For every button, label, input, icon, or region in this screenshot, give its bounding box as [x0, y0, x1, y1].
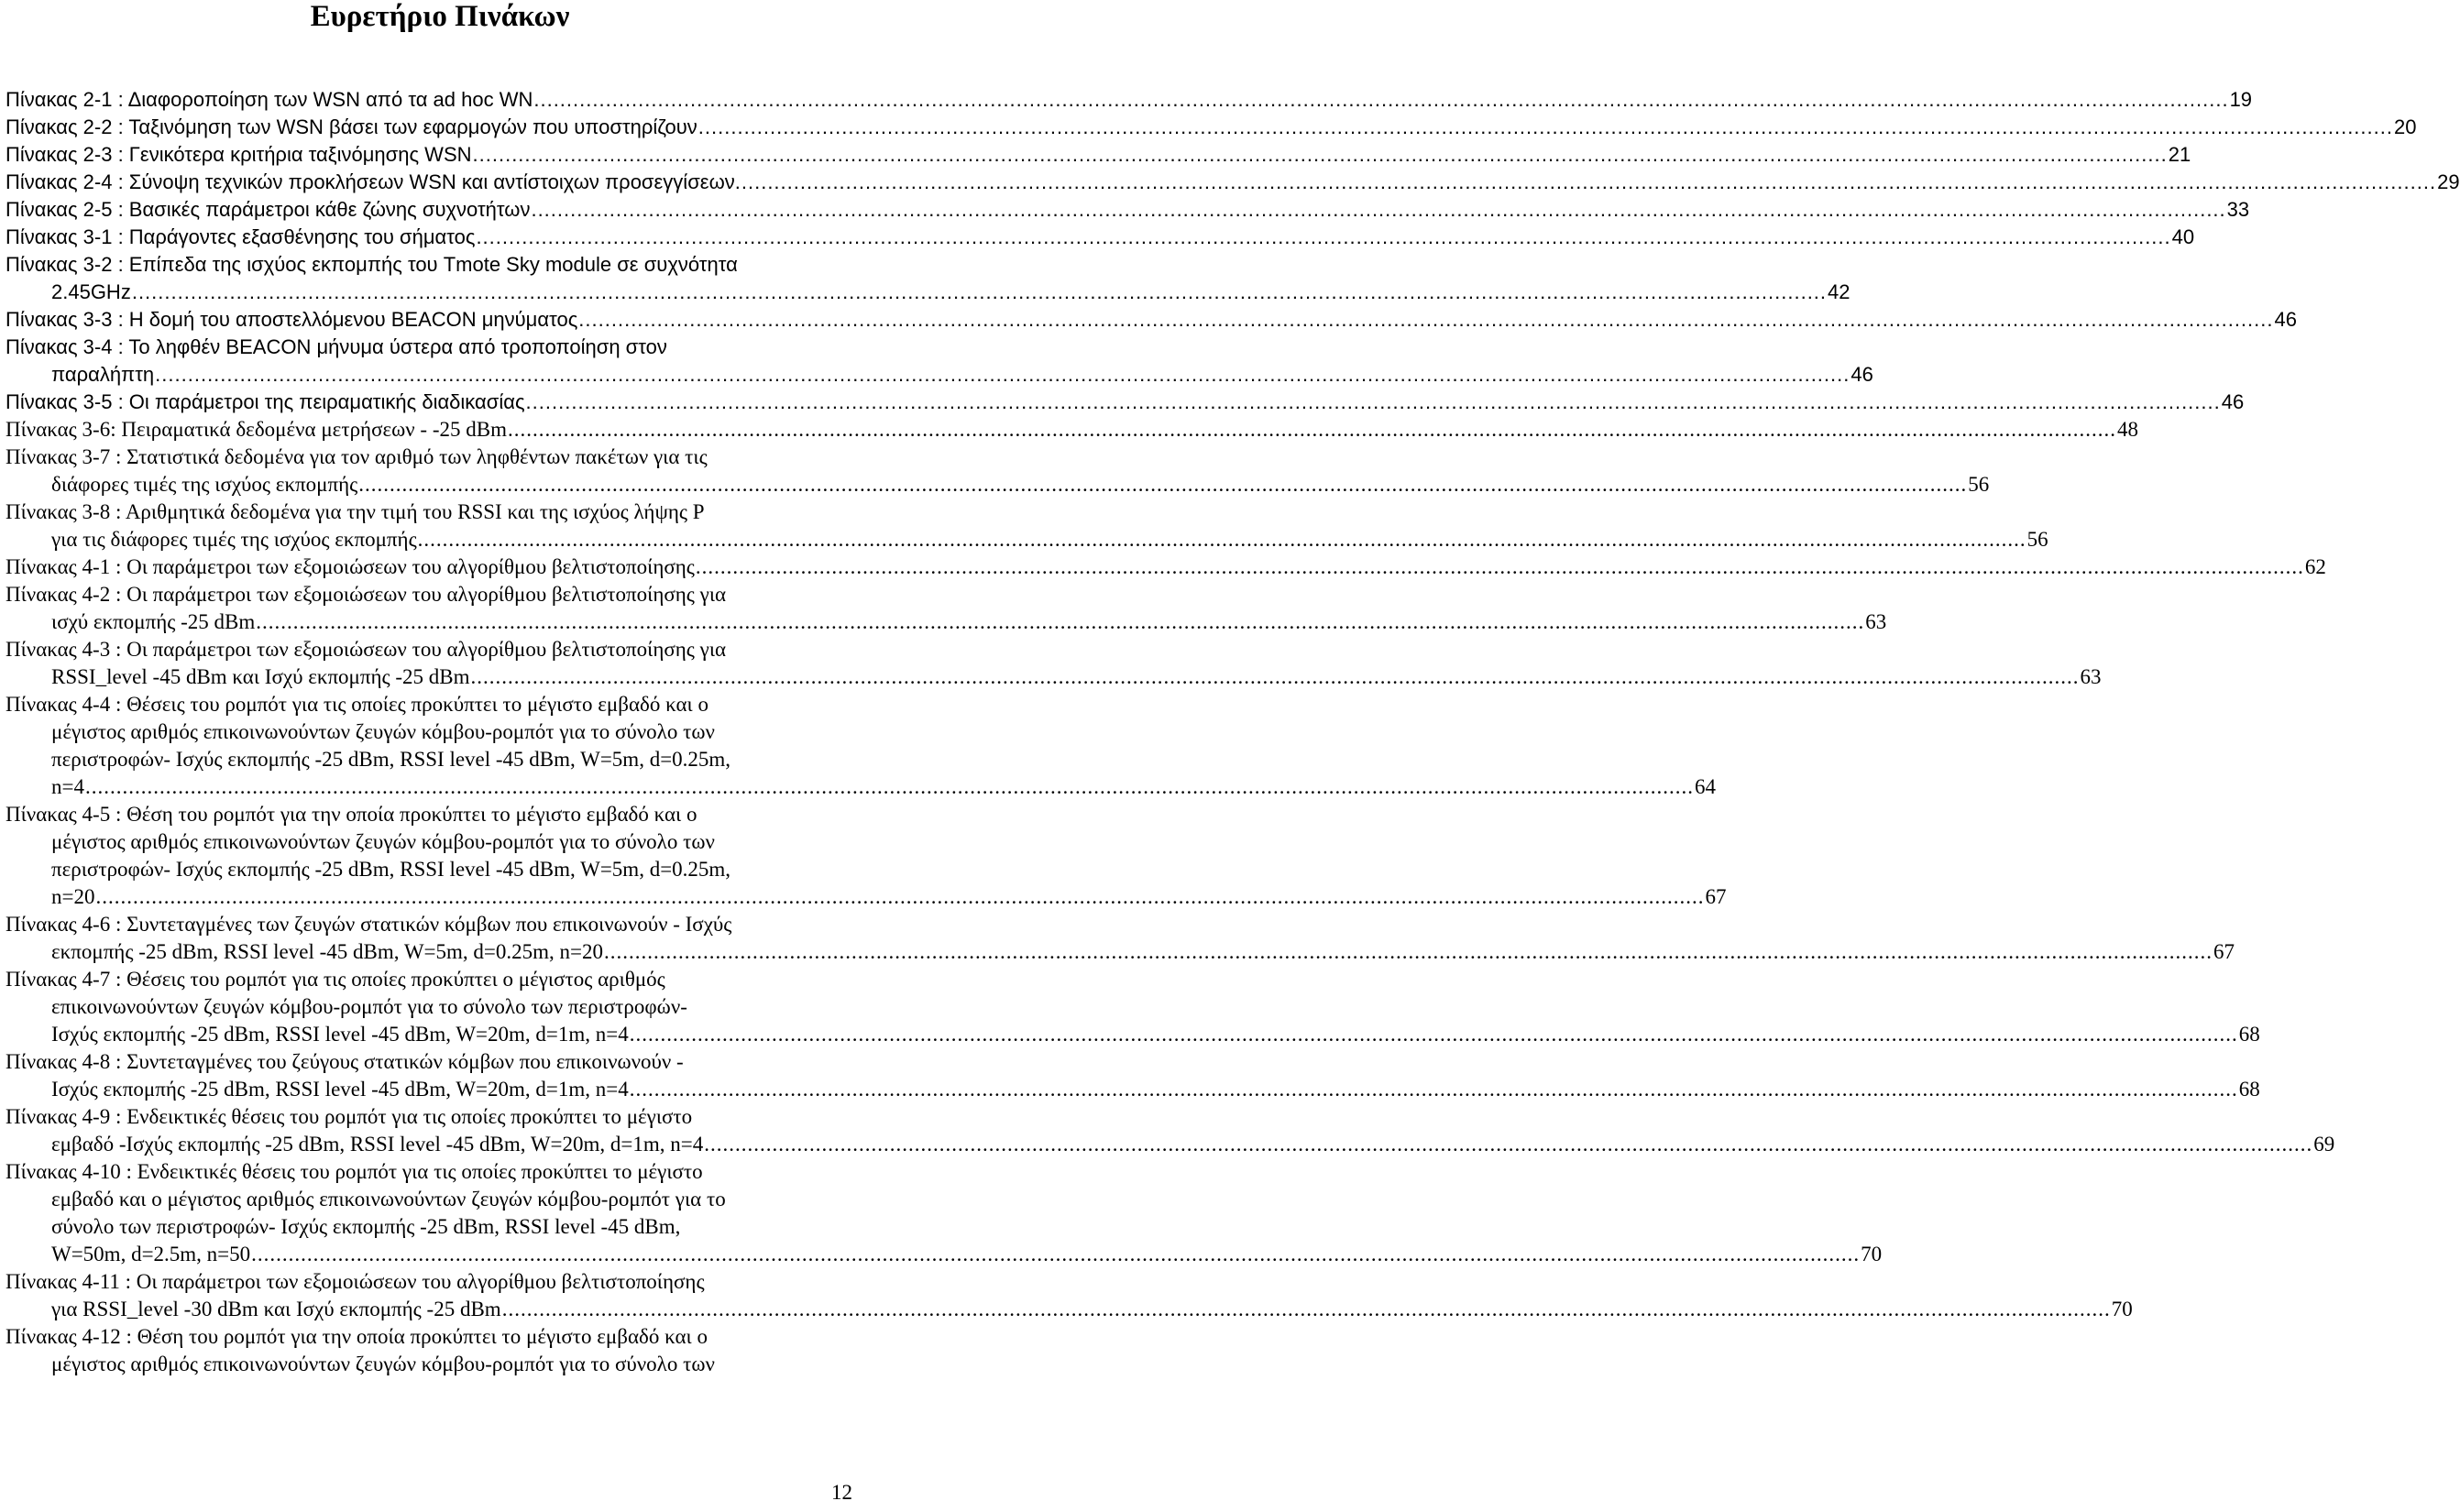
toc-entry-page-number: 70: [2111, 1298, 2133, 1320]
toc-entry-last-line: [5, 114, 2417, 141]
toc-entry-page-number: 70: [1861, 1243, 1883, 1265]
dot-leader: ....................................................................................................................................................................................................................................................................: [533, 88, 2229, 111]
toc-entry-text: Πίνακας 4-5 : Θέση του ρομπότ για την οποία προκύπτει το μέγιστο εμβαδό και ο: [5, 803, 697, 826]
toc-entry-page-number: 62: [2304, 555, 2326, 578]
toc-entry-text: Πίνακας 4-12 : Θέση του ρομπότ για την οποία προκύπτει το μέγιστο εμβαδό και ο: [5, 1325, 708, 1348]
dot-leader: ....................................................................................................................................................................................................................................................................: [507, 418, 2116, 441]
dot-leader: ....................................................................................................................................................................................................................................................................: [472, 143, 2168, 166]
toc-entry[interactable]: [5, 334, 1873, 389]
toc-entry-last-line: [5, 471, 1990, 499]
toc-entry-page-number: 33: [2226, 198, 2250, 221]
toc-entry-text: Πίνακας 4-4 : Θέσεις του ρομπότ για τις οποίες προκύπτει το μέγιστο εμβαδό και ο: [5, 693, 708, 716]
table-of-contents: [5, 86, 2460, 1378]
toc-entry-text: Πίνακας 4-1 : Οι παράμετροι των εξομοιώσεων του αλγορίθμου βελτιστοποίησης: [5, 555, 695, 578]
dot-leader: ....................................................................................................................................................................................................................................................................: [704, 1133, 2313, 1156]
toc-entry-text: Πίνακας 3-1 : Παράγοντες εξασθένησης του σήματος: [5, 225, 476, 248]
toc-entry-page-number: 46: [2221, 390, 2245, 413]
toc-entry[interactable]: [5, 636, 2102, 691]
dot-leader: ....................................................................................................................................................................................................................................................................: [84, 775, 1694, 798]
toc-entry-page-number: 68: [2238, 1078, 2260, 1101]
toc-entry-text: Πίνακας 4-7 : Θέσεις του ρομπότ για τις οποίες προκύπτει ο μέγιστος αριθμός: [5, 968, 665, 991]
dot-leader: ....................................................................................................................................................................................................................................................................: [131, 280, 1828, 303]
toc-entry[interactable]: [5, 251, 1850, 306]
toc-entry-text: μέγιστος αριθμός επικοινωνούντων ζευγών κόμβου-ρομπότ για το σύνολο των: [51, 1353, 715, 1375]
toc-entry-text: Πίνακας 4-9 : Ενδεικτικές θέσεις του ρομπότ για τις οποίες προκύπτει το μέγιστο: [5, 1105, 693, 1128]
toc-entry-page-number: 46: [2274, 308, 2297, 331]
toc-entry-text: σύνολο των περιστροφών- Ισχύς εκπομπής -25 dBm, RSSI level -45 dBm,: [51, 1215, 681, 1238]
toc-entry[interactable]: [5, 1268, 2133, 1323]
toc-entry-page-number: 69: [2313, 1133, 2335, 1156]
toc-entry[interactable]: [5, 966, 2260, 1048]
toc-entry-text: ισχύ εκπομπής -25 dBm: [51, 610, 256, 633]
toc-entry[interactable]: [5, 86, 2253, 114]
toc-entry-last-line: [5, 306, 2297, 334]
toc-entry-page-number: 21: [2168, 143, 2191, 166]
toc-entry-last-line: [5, 1076, 2260, 1103]
toc-entry-last-line: [5, 224, 2195, 251]
toc-entry-text: περιστροφών- Ισχύς εκπομπής -25 dBm, RSSI level -45 dBm, W=5m, d=0.25m,: [51, 748, 731, 771]
toc-entry-text: Πίνακας 4-8 : Συντεταγμένες του ζεύγους στατικών κόμβων που επικοινωνούν -: [5, 1050, 684, 1073]
toc-entry-text: n=20: [51, 885, 95, 908]
toc-entry-text: Πίνακας 3-5 : Οι παράμετροι της πειραματικής διαδικασίας: [5, 390, 525, 413]
toc-entry-page-number: 19: [2229, 88, 2253, 111]
toc-entry-last-line: [5, 361, 1873, 389]
page-number: 12: [831, 1481, 852, 1504]
toc-entry[interactable]: [5, 306, 2297, 334]
dot-leader: ....................................................................................................................................................................................................................................................................: [531, 198, 2226, 221]
toc-entry-text: περιστροφών- Ισχύς εκπομπής -25 dBm, RSSI level -45 dBm, W=5m, d=0.25m,: [51, 858, 731, 881]
toc-entry[interactable]: [5, 911, 2235, 966]
dot-leader: ....................................................................................................................................................................................................................................................................: [697, 115, 2393, 138]
toc-entry-last-line: [5, 553, 2326, 581]
toc-entry-text: Πίνακας 4-10 : Ενδεικτικές θέσεις του ρομπότ για τις οποίες προκύπτει το μέγιστο: [5, 1160, 703, 1183]
toc-entry-page-number: 67: [2213, 940, 2235, 963]
toc-entry[interactable]: [5, 389, 2245, 416]
toc-entry-text: μέγιστος αριθμός επικοινωνούντων ζευγών κόμβου-ρομπότ για το σύνολο των: [51, 720, 715, 743]
toc-entry-last-line: [5, 141, 2191, 169]
toc-entry-text: Πίνακας 3-2 : Επίπεδα της ισχύος εκπομπής του Tmote Sky module σε συχνότητα: [5, 253, 738, 276]
toc-entry[interactable]: [5, 1158, 1883, 1268]
dot-leader: ....................................................................................................................................................................................................................................................................: [95, 885, 1705, 908]
toc-entry-last-line: [5, 389, 2245, 416]
toc-entry[interactable]: [5, 1323, 852, 1378]
dot-leader: ....................................................................................................................................................................................................................................................................: [741, 170, 2437, 193]
toc-entry-text: για τις διάφορες τιμές της ισχύος εκπομπής: [51, 528, 417, 551]
toc-entry-text: Πίνακας 4-2 : Οι παράμετροι των εξομοιώσεων του αλγορίθμου βελτιστοποίησης για: [5, 583, 727, 606]
toc-entry-text: n=4: [51, 775, 84, 798]
dot-leader: ....................................................................................................................................................................................................................................................................: [358, 473, 1968, 496]
toc-entry-text: Πίνακας 2-3 : Γενικότερα κριτήρια ταξινόμησης WSN: [5, 143, 472, 166]
toc-entry-text: Πίνακας 4-3 : Οι παράμετροι των εξομοιώσεων του αλγορίθμου βελτιστοποίησης για: [5, 638, 727, 661]
toc-entry-last-line: [5, 416, 2138, 444]
toc-entry-last-line: [5, 1131, 2335, 1158]
toc-entry-text: Πίνακας 4-6 : Συντεταγμένες των ζευγών στατικών κόμβων που επικοινωνούν - Ισχύς: [5, 913, 732, 936]
dot-leader: ....................................................................................................................................................................................................................................................................: [417, 528, 2026, 551]
toc-entry-text: 2.45GHz: [51, 280, 131, 303]
toc-entry-text: Πίνακας 2-1 : Διαφοροποίηση των WSN από τα ad hoc WN: [5, 88, 533, 111]
dot-leader: ....................................................................................................................................................................................................................................................................: [470, 665, 2080, 688]
toc-entry-text: Ισχύς εκπομπής -25 dBm, RSSI level -45 dBm, W=20m, d=1m, n=4: [51, 1078, 629, 1101]
toc-entry-text: RSSI_level -45 dBm και Ισχύ εκπομπής -25 dBm: [51, 665, 470, 688]
toc-entry-text: Πίνακας 3-6: Πειραματικά δεδομένα μετρήσεων - -25 dBm: [5, 418, 507, 441]
toc-entry-text: Πίνακας 2-5 : Βασικές παράμετροι κάθε ζώνης συχνοτήτων: [5, 198, 531, 221]
toc-entry-text: Πίνακας 3-8 : Αριθμητικά δεδομένα για την τιμή του RSSI και της ισχύος λήψης P: [5, 500, 705, 523]
toc-entry[interactable]: [5, 553, 2326, 581]
dot-leader: ....................................................................................................................................................................................................................................................................: [578, 308, 2274, 331]
toc-entry-page-number: 67: [1705, 885, 1727, 908]
dot-leader: ....................................................................................................................................................................................................................................................................: [155, 363, 1850, 386]
toc-entry-page-number: 42: [1828, 280, 1850, 303]
dot-leader: ....................................................................................................................................................................................................................................................................: [251, 1243, 1861, 1265]
toc-entry-text: επικοινωνούντων ζευγών κόμβου-ρομπότ για το σύνολο των περιστροφών-: [51, 995, 687, 1018]
toc-entry[interactable]: [5, 444, 1990, 499]
toc-entry[interactable]: [5, 801, 1727, 911]
toc-entry-text: μέγιστος αριθμός επικοινωνούντων ζευγών κόμβου-ρομπότ για το σύνολο των: [51, 830, 715, 853]
toc-entry[interactable]: [5, 114, 2417, 141]
toc-entry-last-line: [5, 169, 2460, 196]
toc-entry-page-number: 29: [2437, 170, 2460, 193]
dot-leader: ....................................................................................................................................................................................................................................................................: [476, 225, 2171, 248]
toc-entry-text: Ισχύς εκπομπής -25 dBm, RSSI level -45 dBm, W=20m, d=1m, n=4: [51, 1023, 629, 1046]
toc-entry-page-number: 56: [1968, 473, 1990, 496]
toc-entry-text: Πίνακας 4-11 : Οι παράμετροι των εξομοιώσεων του αλγορίθμου βελτιστοποίησης: [5, 1270, 705, 1293]
toc-entry[interactable]: [5, 1048, 2260, 1103]
dot-leader: ....................................................................................................................................................................................................................................................................: [604, 940, 2213, 963]
toc-entry-text: διάφορες τιμές της ισχύος εκπομπής: [51, 473, 358, 496]
toc-entry[interactable]: [5, 1103, 2335, 1158]
toc-entry-last-line: [5, 883, 1727, 911]
toc-entry[interactable]: [5, 581, 1887, 636]
toc-entry-page-number: 20: [2393, 115, 2417, 138]
toc-entry-page-number: 63: [1865, 610, 1887, 633]
toc-entry-page-number: 40: [2171, 225, 2195, 248]
toc-entry-last-line: [5, 526, 2048, 553]
toc-entry-last-line: [5, 773, 1716, 801]
toc-entry-last-line: [5, 663, 2102, 691]
toc-entry[interactable]: [5, 224, 2195, 251]
toc-entry-page-number: 64: [1694, 775, 1716, 798]
page-title: Ευρετήριο Πινάκων: [310, 0, 570, 33]
dot-leader: ....................................................................................................................................................................................................................................................................: [629, 1023, 2238, 1046]
toc-entry-last-line: [5, 279, 1850, 306]
dot-leader: ....................................................................................................................................................................................................................................................................: [695, 555, 2304, 578]
dot-leader: ....................................................................................................................................................................................................................................................................: [525, 390, 2221, 413]
toc-entry-text: Πίνακας 3-7 : Στατιστικά δεδομένα για τον αριθμό των ληφθέντων πακέτων για τις: [5, 445, 708, 468]
toc-entry-text: εμβαδό και ο μέγιστος αριθμός επικοινωνούντων ζευγών κόμβου-ρομπότ για το: [51, 1188, 726, 1211]
toc-entry-text: παραλήπτη: [51, 363, 155, 386]
dot-leader: ....................................................................................................................................................................................................................................................................: [256, 610, 1865, 633]
toc-entry-text: W=50m, d=2.5m, n=50: [51, 1243, 251, 1265]
toc-entry-text: εμβαδό -Ισχύς εκπομπής -25 dBm, RSSI level -45 dBm, W=20m, d=1m, n=4: [51, 1133, 704, 1156]
toc-entry-last-line: [5, 1021, 2260, 1048]
toc-entry-last-line: [5, 1296, 2133, 1323]
toc-entry-last-line: [5, 938, 2235, 966]
toc-entry[interactable]: [5, 141, 2191, 169]
dot-leader: ....................................................................................................................................................................................................................................................................: [501, 1298, 2111, 1320]
toc-entry-page-number: 68: [2238, 1023, 2260, 1046]
toc-entry-text: εκπομπής -25 dBm, RSSI level -45 dBm, W=5m, d=0.25m, n=20: [51, 940, 603, 963]
toc-entry-page-number: 48: [2116, 418, 2138, 441]
dot-leader: ....................................................................................................................................................................................................................................................................: [629, 1078, 2238, 1101]
toc-entry-text: Πίνακας 3-3 : Η δομή του αποστελλόμενου BEACON μηνύματος: [5, 308, 578, 331]
toc-entry-last-line: [5, 86, 2253, 114]
toc-entry[interactable]: [5, 499, 2048, 553]
toc-entry[interactable]: [5, 416, 2138, 444]
toc-entry[interactable]: [5, 196, 2250, 224]
toc-entry-page-number: 56: [2026, 528, 2048, 551]
toc-entry-text: Πίνακας 3-4 : Το ληφθέν BEACON μήνυμα ύστερα από τροποποίηση στον: [5, 335, 667, 358]
toc-entry-page-number: 63: [2080, 665, 2102, 688]
toc-entry-text: Πίνακας 2-2 : Ταξινόμηση των WSN βάσει των εφαρμογών που υποστηρίζουν: [5, 115, 697, 138]
toc-entry-page-number: 46: [1850, 363, 1873, 386]
toc-entry-last-line: [5, 196, 2250, 224]
toc-entry[interactable]: [5, 169, 2460, 196]
toc-entry[interactable]: [5, 691, 1716, 801]
toc-entry-text: για RSSI_level -30 dBm και Ισχύ εκπομπής -25 dBm: [51, 1298, 501, 1320]
toc-entry-last-line: [5, 608, 1887, 636]
toc-entry-last-line: [5, 1241, 1883, 1268]
toc-entry-text: Πίνακας 2-4 : Σύνοψη τεχνικών προκλήσεων WSN και αντίστοιχων προσεγγίσεων.: [5, 170, 741, 193]
